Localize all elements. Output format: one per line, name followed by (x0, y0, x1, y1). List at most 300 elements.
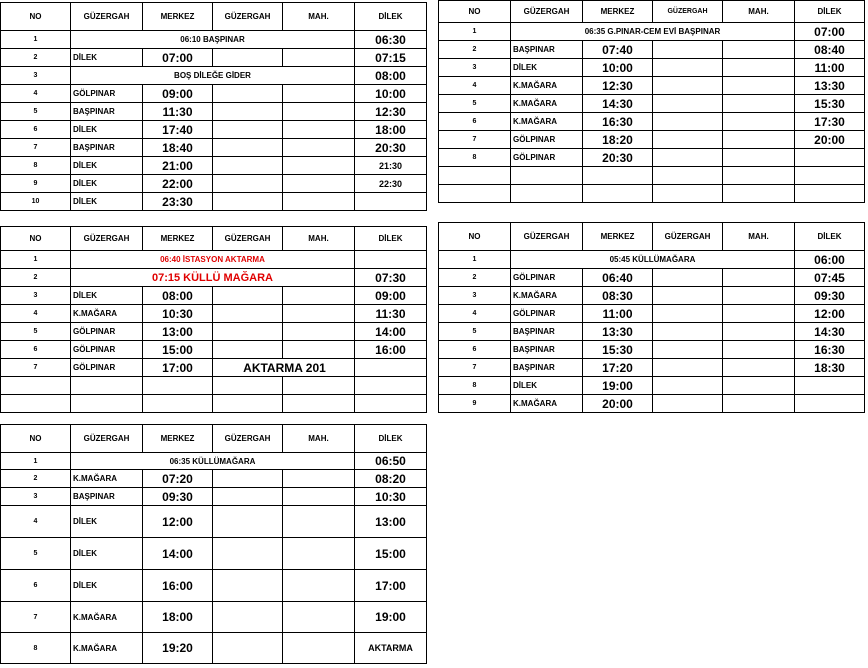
route-name: BAŞPINAR (511, 323, 583, 341)
merkez-time (583, 185, 653, 203)
empty-cell (283, 139, 355, 157)
empty-cell (283, 287, 355, 305)
row-no (439, 167, 511, 185)
header-row (1, 3, 427, 31)
empty-cell (283, 395, 355, 413)
row-no: 1 (439, 23, 511, 41)
table-row (1, 341, 427, 359)
table-row (439, 359, 865, 377)
table-row (1, 139, 427, 157)
empty-cell (653, 167, 723, 185)
table-row (439, 305, 865, 323)
row-no: 3 (439, 287, 511, 305)
table-row (1, 121, 427, 139)
empty-cell (653, 41, 723, 59)
dilek-time (355, 359, 427, 377)
header-merkez: MERKEZ (583, 223, 653, 251)
table-row (439, 131, 865, 149)
route-name: DİLEK (71, 506, 143, 538)
merkez-time: 16:30 (583, 113, 653, 131)
dilek-time: 06:30 (355, 31, 427, 49)
route-name (511, 167, 583, 185)
dilek-time: 14:30 (795, 323, 865, 341)
route-name: K.MAĞARA (511, 113, 583, 131)
dilek-time (795, 149, 865, 167)
header-guzergah-2: GÜZERGAH (653, 1, 723, 23)
dilek-time (355, 395, 427, 413)
route-name: BAŞPINAR (511, 359, 583, 377)
dilek-time: 06:00 (795, 251, 865, 269)
merkez-time: 09:30 (143, 488, 213, 506)
merkez-time: 07:00 (143, 49, 213, 67)
dilek-time (795, 377, 865, 395)
empty-cell (213, 570, 283, 602)
header-row (1, 227, 427, 251)
dilek-time (795, 167, 865, 185)
row-no: 8 (439, 149, 511, 167)
row-no: 6 (1, 121, 71, 139)
route-name: DİLEK (511, 377, 583, 395)
header-row (439, 223, 865, 251)
empty-cell (653, 323, 723, 341)
empty-cell (653, 377, 723, 395)
merkez-time (143, 395, 213, 413)
route-name: DİLEK (71, 538, 143, 570)
row-no: 4 (1, 506, 71, 538)
row-no: 10 (1, 193, 71, 211)
empty-cell (213, 395, 283, 413)
empty-cell (723, 377, 795, 395)
merkez-time: 11:30 (143, 103, 213, 121)
row-no: 4 (439, 305, 511, 323)
row-no: 5 (439, 95, 511, 113)
empty-cell (653, 359, 723, 377)
merkez-time (143, 377, 213, 395)
header-no: NO (1, 227, 71, 251)
empty-cell (723, 149, 795, 167)
table-row (1, 323, 427, 341)
dilek-time (795, 395, 865, 413)
dilek-time: 15:30 (795, 95, 865, 113)
table-row (439, 113, 865, 131)
empty-cell (653, 77, 723, 95)
table-row (1, 377, 427, 395)
schedule-table-2 (438, 0, 865, 203)
dilek-time: 06:50 (355, 453, 427, 470)
dilek-time: 09:30 (795, 287, 865, 305)
merkez-time: 16:00 (143, 570, 213, 602)
schedule-table-4 (438, 222, 865, 413)
empty-cell (213, 287, 283, 305)
table-row (439, 269, 865, 287)
header-row (1, 425, 427, 453)
route-name: GÖLPINAR (71, 323, 143, 341)
merkez-time: 10:00 (583, 59, 653, 77)
row-no: 1 (1, 453, 71, 470)
route-name (71, 395, 143, 413)
row-no: 4 (1, 85, 71, 103)
table-row (1, 193, 427, 211)
row-no (1, 377, 71, 395)
row-no: 5 (1, 538, 71, 570)
table-row (1, 49, 427, 67)
empty-cell (723, 185, 795, 203)
merkez-time: 07:40 (583, 41, 653, 59)
table-row (439, 377, 865, 395)
merkez-time: 09:00 (143, 85, 213, 103)
table-row (439, 95, 865, 113)
merkez-time: 19:20 (143, 633, 213, 664)
dilek-time: 20:30 (355, 139, 427, 157)
empty-cell (213, 470, 283, 488)
row-no: 2 (439, 269, 511, 287)
merkez-time: 07:20 (143, 470, 213, 488)
table-row (439, 41, 865, 59)
header-row (439, 1, 865, 23)
dilek-time (355, 377, 427, 395)
empty-cell (283, 193, 355, 211)
route-name: DİLEK (71, 157, 143, 175)
empty-cell (283, 305, 355, 323)
empty-cell (213, 377, 283, 395)
dilek-time (795, 185, 865, 203)
empty-cell (653, 305, 723, 323)
dilek-time: 18:00 (355, 121, 427, 139)
header-guzergah-2: GÜZERGAH (213, 227, 283, 251)
empty-cell (723, 395, 795, 413)
header-merkez: MERKEZ (583, 1, 653, 23)
dilek-time: 11:00 (795, 59, 865, 77)
table-row (1, 157, 427, 175)
schedule-table-3 (0, 226, 427, 413)
table-row (1, 359, 427, 377)
row-no: 7 (439, 359, 511, 377)
merkez-time: 18:20 (583, 131, 653, 149)
row-no: 5 (1, 103, 71, 121)
dilek-time: 10:00 (355, 85, 427, 103)
merkez-time: 08:30 (583, 287, 653, 305)
merkez-time: 15:30 (583, 341, 653, 359)
empty-cell (653, 341, 723, 359)
table-row (439, 251, 865, 269)
table-row (1, 31, 427, 49)
empty-cell (213, 323, 283, 341)
table-row (439, 77, 865, 95)
route-name: DİLEK (71, 287, 143, 305)
dilek-time: 07:15 (355, 49, 427, 67)
row-no: 3 (1, 67, 71, 85)
table-row (439, 59, 865, 77)
transfer-note: 07:15 KÜLLÜ MAĞARA (71, 269, 355, 287)
empty-cell (283, 49, 355, 67)
empty-cell (213, 157, 283, 175)
route-name: BAŞPINAR (71, 488, 143, 506)
empty-cell (723, 77, 795, 95)
row-no: 7 (439, 131, 511, 149)
row-no: 4 (1, 305, 71, 323)
dilek-time: 12:00 (795, 305, 865, 323)
route-name: K.MAĞARA (71, 602, 143, 633)
header-dilek: DİLEK (355, 425, 427, 453)
route-note: 06:35 KÜLLÜMAĞARA (71, 453, 355, 470)
empty-cell (283, 103, 355, 121)
transfer-label: AKTARMA (355, 633, 427, 664)
header-merkez: MERKEZ (143, 3, 213, 31)
route-name: DİLEK (71, 121, 143, 139)
merkez-time: 19:00 (583, 377, 653, 395)
empty-cell (213, 488, 283, 506)
table-row (1, 305, 427, 323)
route-note: 05:45 KÜLLÜMAĞARA (511, 251, 795, 269)
row-no: 2 (1, 470, 71, 488)
header-no: NO (439, 223, 511, 251)
empty-cell (723, 341, 795, 359)
row-no: 7 (1, 139, 71, 157)
route-name: GÖLPINAR (511, 269, 583, 287)
row-no: 6 (439, 341, 511, 359)
empty-cell (723, 269, 795, 287)
dilek-time: 16:00 (355, 341, 427, 359)
row-no: 6 (1, 341, 71, 359)
dilek-time: 17:00 (355, 570, 427, 602)
row-no: 9 (439, 395, 511, 413)
empty-cell (723, 41, 795, 59)
table-row (1, 85, 427, 103)
table-row (439, 185, 865, 203)
dilek-time: 20:00 (795, 131, 865, 149)
table-row (1, 633, 427, 664)
table-row (1, 269, 427, 287)
empty-cell (213, 538, 283, 570)
empty-cell (723, 287, 795, 305)
empty-cell (653, 59, 723, 77)
row-no: 5 (1, 323, 71, 341)
empty-cell (723, 323, 795, 341)
header-no: NO (439, 1, 511, 23)
empty-cell (283, 121, 355, 139)
route-name (511, 185, 583, 203)
row-no: 8 (439, 377, 511, 395)
dilek-time: 18:30 (795, 359, 865, 377)
merkez-time: 17:20 (583, 359, 653, 377)
empty-cell (213, 633, 283, 664)
row-no (1, 395, 71, 413)
header-dilek: DİLEK (355, 227, 427, 251)
route-name: BAŞPINAR (511, 41, 583, 59)
table-row (1, 470, 427, 488)
route-note: BOŞ DİLEĞE GİDER (71, 67, 355, 85)
merkez-time: 14:00 (143, 538, 213, 570)
merkez-time: 12:30 (583, 77, 653, 95)
row-no: 3 (1, 287, 71, 305)
dilek-time: 15:00 (355, 538, 427, 570)
empty-cell (283, 341, 355, 359)
empty-cell (653, 287, 723, 305)
table-row (1, 506, 427, 538)
empty-cell (283, 602, 355, 633)
empty-cell (283, 157, 355, 175)
row-no: 2 (439, 41, 511, 59)
header-merkez: MERKEZ (143, 425, 213, 453)
route-name: GÖLPINAR (71, 341, 143, 359)
table-row (1, 175, 427, 193)
merkez-time: 20:00 (583, 395, 653, 413)
dilek-time: 08:40 (795, 41, 865, 59)
merkez-time: 23:30 (143, 193, 213, 211)
route-name: GÖLPINAR (511, 305, 583, 323)
dilek-time: 12:30 (355, 103, 427, 121)
merkez-time (583, 167, 653, 185)
dilek-time: 09:00 (355, 287, 427, 305)
empty-cell (723, 59, 795, 77)
row-no: 8 (1, 157, 71, 175)
row-no (439, 185, 511, 203)
empty-cell (213, 193, 283, 211)
table-row (1, 570, 427, 602)
route-name: DİLEK (71, 193, 143, 211)
empty-cell (653, 149, 723, 167)
merkez-time: 13:30 (583, 323, 653, 341)
route-name (71, 377, 143, 395)
header-guzergah: GÜZERGAH (511, 223, 583, 251)
header-mah: MAH. (283, 227, 355, 251)
row-no: 1 (1, 31, 71, 49)
empty-cell (723, 167, 795, 185)
empty-cell (653, 395, 723, 413)
empty-cell (283, 506, 355, 538)
header-no: NO (1, 425, 71, 453)
route-name: GÖLPINAR (511, 131, 583, 149)
route-name: K.MAĞARA (511, 77, 583, 95)
merkez-time: 06:40 (583, 269, 653, 287)
empty-cell (653, 95, 723, 113)
route-name: BAŞPINAR (71, 139, 143, 157)
table-row (439, 149, 865, 167)
empty-cell (283, 570, 355, 602)
table-row (1, 287, 427, 305)
header-merkez: MERKEZ (143, 227, 213, 251)
dilek-time: 17:30 (795, 113, 865, 131)
dilek-time: 14:00 (355, 323, 427, 341)
table-row (1, 602, 427, 633)
row-no: 6 (439, 113, 511, 131)
route-name: GÖLPINAR (71, 85, 143, 103)
merkez-time: 21:00 (143, 157, 213, 175)
table-row (1, 453, 427, 470)
empty-cell (283, 633, 355, 664)
schedule-table-1 (0, 2, 427, 211)
empty-cell (213, 139, 283, 157)
empty-cell (653, 113, 723, 131)
empty-cell (213, 121, 283, 139)
row-no: 4 (439, 77, 511, 95)
dilek-time: 10:30 (355, 488, 427, 506)
dilek-time (355, 193, 427, 211)
row-no: 3 (1, 488, 71, 506)
merkez-time: 10:30 (143, 305, 213, 323)
route-name: DİLEK (71, 175, 143, 193)
row-no: 1 (1, 251, 71, 269)
route-name: DİLEK (71, 570, 143, 602)
row-no: 7 (1, 602, 71, 633)
table-row (1, 395, 427, 413)
transfer-note: 06:40 İSTASYON AKTARMA (71, 251, 355, 269)
table-row (1, 103, 427, 121)
row-no: 6 (1, 570, 71, 602)
empty-cell (213, 175, 283, 193)
table-row (439, 167, 865, 185)
table-row (439, 395, 865, 413)
merkez-time: 18:00 (143, 602, 213, 633)
merkez-time: 17:00 (143, 359, 213, 377)
empty-cell (213, 506, 283, 538)
route-name: BAŞPINAR (71, 103, 143, 121)
empty-cell (653, 131, 723, 149)
route-name: GÖLPINAR (511, 149, 583, 167)
table-row (439, 23, 865, 41)
row-no: 3 (439, 59, 511, 77)
empty-cell (213, 341, 283, 359)
table-row (1, 67, 427, 85)
header-guzergah: GÜZERGAH (71, 3, 143, 31)
header-guzergah-2: GÜZERGAH (213, 425, 283, 453)
route-name: DİLEK (71, 49, 143, 67)
merkez-time: 22:00 (143, 175, 213, 193)
header-dilek: DİLEK (355, 3, 427, 31)
dilek-time: 07:30 (355, 269, 427, 287)
merkez-time: 15:00 (143, 341, 213, 359)
dilek-time: 08:00 (355, 67, 427, 85)
merkez-time: 08:00 (143, 287, 213, 305)
header-no: NO (1, 3, 71, 31)
transfer-label: AKTARMA 201 (213, 359, 355, 377)
header-dilek: DİLEK (795, 1, 865, 23)
empty-cell (723, 113, 795, 131)
dilek-time: 13:30 (795, 77, 865, 95)
empty-cell (213, 305, 283, 323)
empty-cell (653, 185, 723, 203)
dilek-time (355, 251, 427, 269)
schedule-table-5 (0, 424, 427, 664)
dilek-time: 16:30 (795, 341, 865, 359)
header-guzergah-2: GÜZERGAH (653, 223, 723, 251)
header-guzergah: GÜZERGAH (71, 227, 143, 251)
route-name: GÖLPINAR (71, 359, 143, 377)
merkez-time: 18:40 (143, 139, 213, 157)
merkez-time: 12:00 (143, 506, 213, 538)
empty-cell (283, 377, 355, 395)
row-no: 9 (1, 175, 71, 193)
empty-cell (283, 175, 355, 193)
merkez-time: 11:00 (583, 305, 653, 323)
table-row (1, 538, 427, 570)
route-note: 06:10 BAŞPINAR (71, 31, 355, 49)
row-no: 1 (439, 251, 511, 269)
route-note: 06:35 G.PINAR-CEM EVİ BAŞPINAR (511, 23, 795, 41)
route-name: K.MAĞARA (511, 287, 583, 305)
empty-cell (283, 323, 355, 341)
dilek-time: 07:45 (795, 269, 865, 287)
route-name: DİLEK (511, 59, 583, 77)
merkez-time: 17:40 (143, 121, 213, 139)
header-guzergah: GÜZERGAH (511, 1, 583, 23)
empty-cell (283, 85, 355, 103)
route-name: BAŞPINAR (511, 341, 583, 359)
table-row (439, 287, 865, 305)
empty-cell (213, 602, 283, 633)
route-name: K.MAĞARA (511, 95, 583, 113)
row-no: 7 (1, 359, 71, 377)
